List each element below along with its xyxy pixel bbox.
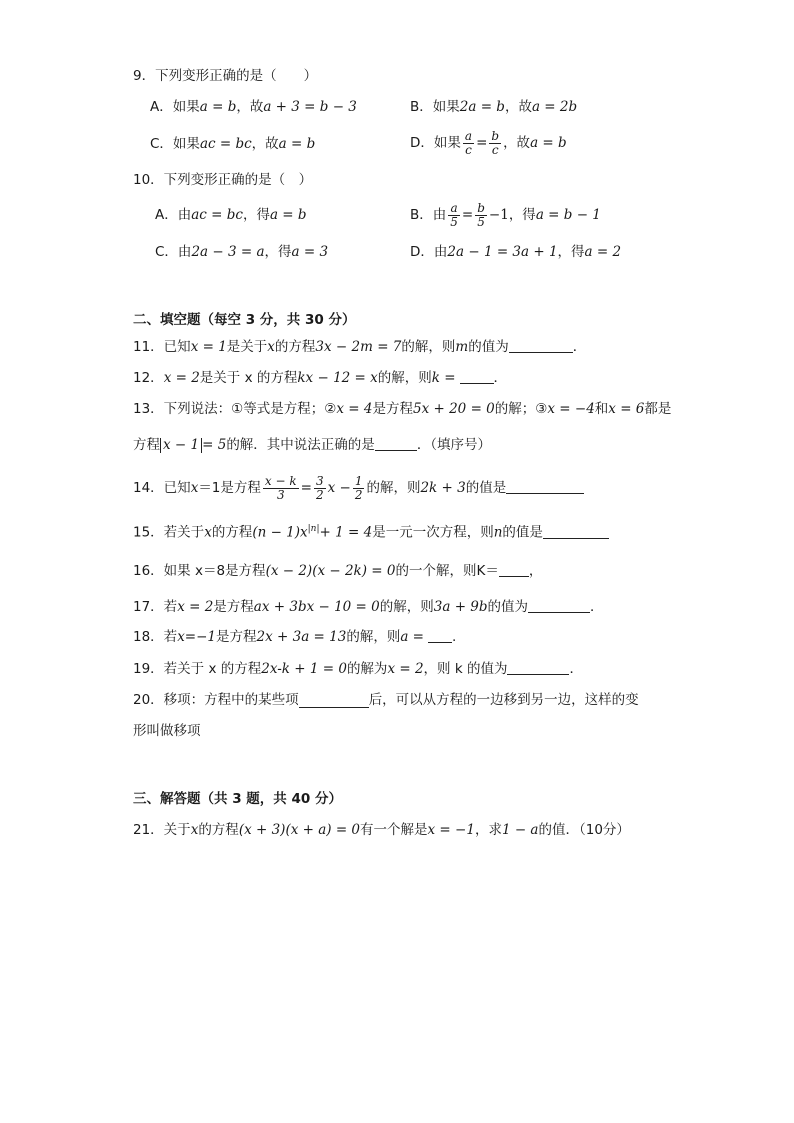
q13-line2: 方程 x − 1 = 5的解．其中说法正确的是 ．（填序号） bbox=[133, 437, 492, 453]
q10-option-c: C．由2a − 3 = a，得a = 3 bbox=[155, 244, 329, 260]
q10-option-d: D．由2a − 1 = 3a + 1，得a = 2 bbox=[410, 244, 622, 260]
fraction-a-over-c: $\frac{a}{c}$ bbox=[464, 128, 473, 157]
answer-blank[interactable] bbox=[506, 479, 584, 494]
q16: 16．如果 x＝8是方程(x − 2)(x − 2k) = 0的一个解，则K＝ ， bbox=[133, 563, 543, 579]
q9-option-c: C．如果ac = bc，故a = b bbox=[150, 136, 316, 152]
q18: 18．若x=−1是方程2x + 3a = 13的解，则a = . bbox=[133, 629, 457, 645]
answer-blank[interactable] bbox=[460, 369, 494, 384]
q15: 15．若关于x的方程$(n - 1)x^{|n|}+ 1 = 4$是一元一次方程，则n的值是 bbox=[133, 519, 609, 543]
q11: 11．已知x = 1是关于x的方程3x − 2m = 7的解，则m的值为 ． bbox=[133, 339, 587, 355]
answer-blank[interactable] bbox=[375, 436, 417, 451]
q10-option-b: B．由 $\frac{a}{5}$ = $\frac{b}{5}$ −1，得a = b − 1 bbox=[410, 200, 601, 229]
q17: 17．若x = 2是方程ax + 3bx − 10 = 0的解，则3a + 9b的值为 ． bbox=[133, 599, 604, 615]
answer-blank[interactable] bbox=[507, 660, 569, 675]
q10-stem: 10．下列变形正确的是（ ） bbox=[133, 172, 313, 188]
section-solve-title: 三、解答题（共 3 题，共 40 分） bbox=[133, 791, 342, 807]
answer-blank[interactable] bbox=[543, 524, 609, 539]
fraction-a-over-5: $\frac{a}{5}$ bbox=[450, 200, 458, 229]
fraction-b-over-c: $\frac{b}{c}$ bbox=[491, 128, 500, 157]
q12: 12．x = 2是关于 x 的方程kx − 12 = x的解，则k = ． bbox=[133, 370, 508, 386]
q14: 14．已知x＝1是方程 $\frac{x - k}{3}$ = $\frac{3}{2}$ x − $\frac{1}{2}$ 的解，则2k + 3的值是 bbox=[133, 468, 584, 508]
fraction-x-minus-k-over-3: $\frac{x - k}{3}$ bbox=[264, 473, 297, 502]
q19: 19．若关于 x 的方程2x-k + 1 = 0的解为x = 2，则 k 的值为 ． bbox=[133, 661, 583, 677]
answer-blank[interactable] bbox=[299, 693, 369, 708]
fraction-1-over-2: $\frac{1}{2}$ bbox=[354, 473, 363, 502]
q9-option-a: A．如果a = b，故a + 3 = b − 3 bbox=[150, 99, 357, 115]
q20-line1: 20．移项：方程中的某些项 后，可以从方程的一边移到另一边，这样的变 bbox=[133, 692, 639, 708]
answer-blank[interactable] bbox=[509, 338, 573, 353]
q13-line1: 13．下列说法：①等式是方程；②x = 4是方程5x + 20 = 0的解；③x = −4和x = 6都是 bbox=[133, 401, 672, 417]
answer-blank[interactable] bbox=[428, 628, 452, 643]
q9-option-b: B．如果2a = b，故a = 2b bbox=[410, 99, 578, 115]
q9-stem: 9．下列变形正确的是（ ） bbox=[133, 68, 318, 84]
answer-blank[interactable] bbox=[499, 562, 529, 577]
q21: 21．关于x的方程(x + 3)(x + a) = 0有一个解是x = −1，求1 − a的值．（10分） bbox=[133, 822, 630, 838]
q20-line2: 形叫做移项 bbox=[133, 723, 201, 739]
section-fill-in-title: 二、填空题（每空 3 分，共 30 分） bbox=[133, 312, 356, 328]
fraction-3-over-2: $\frac{3}{2}$ bbox=[315, 473, 324, 502]
absolute-value: x − 1 bbox=[160, 438, 202, 453]
q10-option-a: A．由ac = bc，得a = b bbox=[155, 207, 307, 223]
q9-option-d: D．如果 $\frac{a}{c}$ = $\frac{b}{c}$ ，故a = b bbox=[410, 128, 567, 157]
answer-blank[interactable] bbox=[528, 598, 590, 613]
fraction-b-over-5: $\frac{b}{5}$ bbox=[477, 200, 485, 229]
